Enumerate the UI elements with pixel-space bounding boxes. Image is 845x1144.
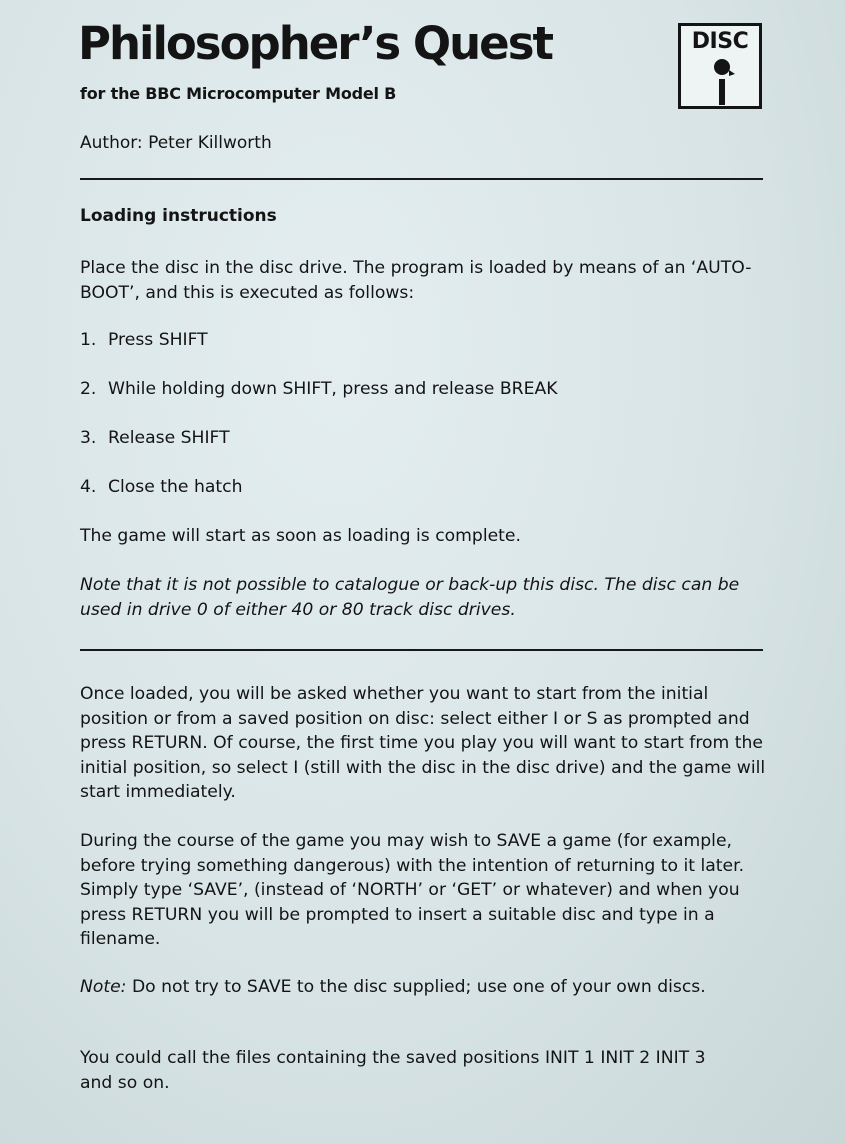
disc-badge xyxy=(678,23,762,109)
step-number: 2. xyxy=(80,379,97,399)
step-text: Release SHIFT xyxy=(108,428,230,448)
step-number: 3. xyxy=(80,428,97,448)
paragraph-save-note xyxy=(80,975,740,1000)
loading-step-3 xyxy=(80,426,230,450)
paragraph-start-position: Once loaded, you will be asked whether you want to start from the initial position or from a saved position on disc: select either I or S as prompted and press RETURN. Of course, the first time you play you will want to start from the initial position, so select I (still with the disc in the disc drive) and the game will start immediately. xyxy=(80,684,766,802)
page-title: Philosopher’s Quest xyxy=(78,17,552,70)
loading-step-1 xyxy=(80,328,208,352)
paragraph-save-game: During the course of the game you may wish to SAVE a game (for example, before trying something dangerous) with the intention of returning to it later. Simply type ‘SAVE’, (instead of ‘NORTH’ or ‘GET’ or whatever) and when you press RETURN you will be prompted to insert a suitable disc and type in a filename. xyxy=(80,831,745,949)
start-note: The game will start as soon as loading is complete. xyxy=(80,526,521,546)
loading-heading: Loading instructions xyxy=(80,206,277,226)
step-number: 4. xyxy=(80,477,97,497)
loading-step-2 xyxy=(80,377,557,401)
step-text: Press SHIFT xyxy=(108,330,208,350)
loading-step-4 xyxy=(80,475,242,499)
platform-subtitle: for the BBC Microcomputer Model B xyxy=(80,84,397,103)
disc-note: Note that it is not possible to catalogue or back-up this disc. The disc can be used in drive 0 of either 40 or 80 track disc drives. xyxy=(80,575,740,620)
disc-badge-label: DISC xyxy=(691,29,749,54)
note-text: Do not try to SAVE to the disc supplied; use one of your own discs. xyxy=(126,977,706,997)
loading-intro: Place the disc in the disc drive. The program is loaded by means of an ‘AUTO-BOOT’, and this is executed as follows: xyxy=(80,258,752,303)
step-number: 1. xyxy=(80,330,97,350)
note-label: Note: xyxy=(80,977,127,997)
author-line: Author: Peter Killworth xyxy=(80,133,272,153)
disc-info-icon xyxy=(707,58,737,106)
divider-bottom xyxy=(80,649,763,651)
step-text: Close the hatch xyxy=(108,477,243,497)
step-text: While holding down SHIFT, press and release BREAK xyxy=(108,379,558,399)
paragraph-filenames: You could call the files containing the saved positions INIT 1 INIT 2 INIT 3 and so on. xyxy=(80,1048,706,1093)
divider-top xyxy=(80,178,763,180)
